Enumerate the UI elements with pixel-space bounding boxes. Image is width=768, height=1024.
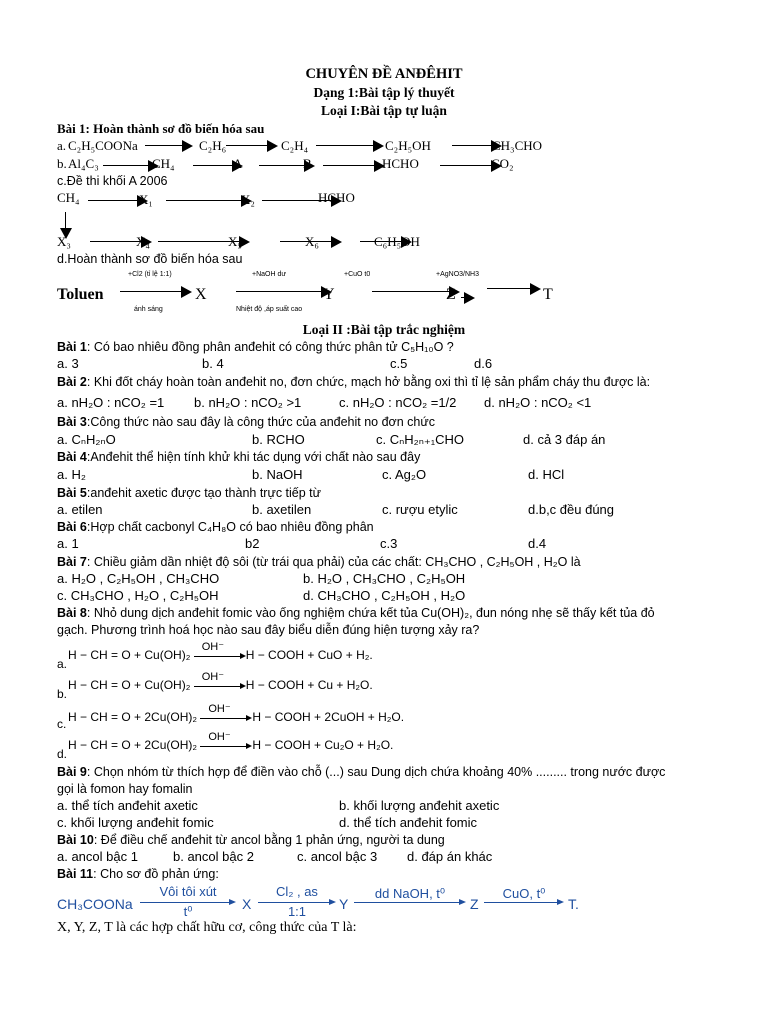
reaction-arrow <box>316 139 384 153</box>
question-text: : Cho sơ đồ phản ứng: <box>93 867 219 881</box>
condition-label: Cl₂ , as <box>276 884 318 899</box>
reaction-arrow <box>484 902 564 904</box>
question-text: : Để điều chế anđehit từ ancol bằng 1 phản ứng, người ta dung <box>93 833 445 847</box>
question-11 <box>57 866 219 882</box>
chem-species: X <box>195 286 207 303</box>
question-number: Bài 1 <box>57 340 87 354</box>
question-9-text-2: gọi là fomon hay fomalin <box>57 782 193 796</box>
question-text: : Có bao nhiêu đồng phân anđehit có công thức phân tử C₅H₁₀O ? <box>86 340 454 354</box>
equation-right: H − COOH + 2CuOH + H₂O. <box>252 710 405 724</box>
chem-species: C₆H₅OH <box>374 234 420 249</box>
chem-species: T. <box>568 896 579 912</box>
page-subtitle: Dạng 1:Bài tập lý thuyết <box>313 85 455 100</box>
chem-species: HCHO <box>382 156 419 171</box>
option-d: d.6 <box>474 356 493 371</box>
question-text: : Chọn nhóm từ thích hợp để điền vào chỗ (...) sau Dung dịch chứa khoảng 40% ......... trong nước được <box>86 765 666 779</box>
reaction-arrow <box>120 285 192 299</box>
question-8-text-2: gạch. Phương trình hoá học nào sau đây biểu diễn đúng hiện tượng xảy ra? <box>57 623 480 637</box>
equation-b <box>68 670 373 693</box>
option-c: c. CₙH₂ₙ₊₁CHO <box>376 432 465 447</box>
chem-species: X₃ <box>57 234 71 249</box>
question-number: Bài 11 <box>57 867 94 881</box>
option-c: c. CH₃CHO , H₂O , C₂H₅OH <box>57 588 219 603</box>
equation-c <box>68 702 405 725</box>
section-heading-1: Loại I:Bài tập tự luận <box>321 103 447 118</box>
bai1-b-label: b. <box>57 156 67 171</box>
question-7 <box>57 554 581 570</box>
option-c: c. rượu etylic <box>382 502 458 517</box>
option-c: c. Ag₂O <box>382 467 427 482</box>
condition-label: 1:1 <box>287 904 307 919</box>
chem-species: CH₄ <box>57 190 80 205</box>
condition-label: +NaOH dư <box>252 271 287 278</box>
option-a: a. thể tích anđehit axetic <box>57 798 198 813</box>
option-b: b. ancol bậc 2 <box>173 849 254 864</box>
question-text: : Chiều giảm dần nhiệt độ sôi (từ trái qua phải) của các chất: CH₃CHO , C₂H₅OH , H₂O là <box>86 555 581 569</box>
reaction-arrow <box>323 159 385 173</box>
option-b: b. khối lượng anđehit axetic <box>339 798 500 813</box>
page-title: CHUYÊN ĐỀ ANĐÊHIT <box>305 66 463 82</box>
condition-label: t⁰ <box>183 904 193 919</box>
condition-label: Nhiệt độ ,áp suất cao <box>236 306 303 313</box>
option-c: c. khối lượng anđehit fomic <box>57 815 214 830</box>
question-10 <box>57 832 445 848</box>
option-a: a. H₂O , C₂H₅OH , CH₃CHO <box>57 571 220 586</box>
question-text: :Anđehit thể hiện tính khử khi tác dụng với chất nào sau đây <box>86 450 421 464</box>
option-a: a. etilen <box>57 502 103 517</box>
option-c: c.3 <box>380 536 398 551</box>
equation-left: H − CH = O + Cu(OH)₂ <box>68 678 191 692</box>
condition-label: ánh sáng <box>134 306 163 313</box>
condition-label: +CuO t0 <box>344 271 371 278</box>
catalyst-label: OH⁻ <box>201 670 225 683</box>
option-d: d. HCl <box>528 467 565 482</box>
condition-label: CuO, t⁰ <box>502 886 546 901</box>
option-d: d.b,c đều đúng <box>528 502 615 517</box>
equation-right: H − COOH + Cu + H₂O. <box>245 678 373 692</box>
reaction-arrow <box>145 139 193 153</box>
catalyst-label: OH⁻ <box>201 640 225 653</box>
question-number: Bài 3 <box>57 415 87 429</box>
question-number: Bài 2 <box>57 375 87 389</box>
reaction-arrow <box>194 670 246 693</box>
equation-left: H − CH = O + Cu(OH)₂ <box>68 648 191 662</box>
catalyst-label: OH⁻ <box>208 730 231 743</box>
reaction-arrow <box>487 282 541 296</box>
chem-species: CH₄ <box>152 156 175 171</box>
equation-right: H − COOH + CuO + H₂. <box>245 648 373 662</box>
question-number: Bài 5 <box>57 486 87 500</box>
catalyst-label: OH⁻ <box>208 702 231 715</box>
option-b: b. nH₂O : nCO₂ >1 <box>194 395 302 410</box>
chem-species: X₁ <box>139 192 153 207</box>
chem-species: X₆ <box>305 234 319 249</box>
option-a: a. 3 <box>57 356 79 371</box>
option-c: c. ancol bậc 3 <box>297 849 378 864</box>
chem-species: X₅ <box>228 234 242 249</box>
reaction-arrow <box>200 730 252 753</box>
chem-species: T <box>543 286 553 303</box>
option-label: d. <box>57 747 68 761</box>
chem-species: C₂H₅OH <box>385 138 431 153</box>
question-number: Bài 8 <box>57 606 87 620</box>
bai1-c-line: c.Đề thi khối A 2006 <box>57 174 168 188</box>
option-a: a. nH₂O : nCO₂ =1 <box>57 395 165 410</box>
chem-species: Z <box>470 896 479 912</box>
reaction-arrow <box>354 902 466 904</box>
question-3 <box>57 414 435 430</box>
option-b: b. axetilen <box>252 502 312 517</box>
section-heading-2: Loại II :Bài tập trắc nghiệm <box>302 322 466 337</box>
chem-species: C₂H₄ <box>281 138 309 153</box>
option-d: d.4 <box>528 536 547 551</box>
chem-species: C₂H₅COONa <box>68 138 138 153</box>
option-c: c.5 <box>390 356 408 371</box>
reaction-arrow <box>236 285 332 299</box>
question-number: Bài 4 <box>57 450 87 464</box>
option-label: b. <box>57 687 68 701</box>
question-6 <box>57 519 374 535</box>
question-text: : Nhỏ dung dịch anđehit fomic vào ống nghiệm chứa kết tủa Cu(OH)₂, đun nóng nhẹ sẽ thấy kết tủa đỏ <box>86 606 655 620</box>
option-d: d. CH₃CHO , C₂H₅OH , H₂O <box>303 588 466 603</box>
option-b: b. RCHO <box>252 432 305 447</box>
option-d: d. đáp án khác <box>407 849 493 864</box>
chem-species: C₂H₆ <box>199 138 227 153</box>
chem-species: Y <box>339 896 349 912</box>
chem-species: Toluen <box>57 286 104 303</box>
option-a: a. CₙH₂ₙO <box>57 432 116 447</box>
condition-label: Vôi tôi xút <box>159 884 217 899</box>
question-11-tail: X, Y, Z, T là các hợp chất hữu cơ, công thức của T là: <box>57 920 357 935</box>
condition-label: +AgNO3/NH3 <box>436 271 479 278</box>
reaction-arrow <box>200 702 252 725</box>
option-b: b. 4 <box>202 356 224 371</box>
question-8 <box>57 605 655 621</box>
option-b: b. H₂O , CH₃CHO , C₂H₅OH <box>303 571 466 586</box>
question-number: Bài 9 <box>57 765 87 779</box>
equation-left: H − CH = O + 2Cu(OH)₂ <box>68 738 198 752</box>
chem-species: HCHO <box>318 190 355 205</box>
reaction-arrow <box>461 291 475 305</box>
option-c: c. nH₂O : nCO₂ =1/2 <box>339 395 457 410</box>
equation-right: H − COOH + Cu₂O + H₂O. <box>252 738 394 752</box>
chem-species: CH₃CHO <box>492 138 543 153</box>
option-d: d. nH₂O : nCO₂ <1 <box>484 395 592 410</box>
option-label: c. <box>57 717 67 731</box>
question-number: Bài 6 <box>57 520 87 534</box>
question-number: Bài 7 <box>57 555 87 569</box>
question-9 <box>57 764 665 780</box>
question-2 <box>57 374 650 390</box>
option-a: a. ancol bậc 1 <box>57 849 138 864</box>
chem-species: CH₃COONa <box>57 896 133 912</box>
reaction-arrow <box>194 640 246 663</box>
equation-left: H − CH = O + 2Cu(OH)₂ <box>68 710 198 724</box>
condition-label: +Cl2 (tỉ lệ 1:1) <box>128 271 172 278</box>
chem-species: X₄ <box>136 234 150 249</box>
reaction-arrow <box>166 194 252 208</box>
question-4 <box>57 449 420 465</box>
question-text: :Công thức nào sau đây là công thức của anđehit no đơn chức <box>86 415 435 429</box>
chem-species: A <box>233 156 243 171</box>
question-text: :Hợp chất cacbonyl C₄H₈O có bao nhiêu đồng phân <box>86 520 374 534</box>
chem-species: X₂ <box>241 192 255 207</box>
question-number: Bài 10 <box>57 833 94 847</box>
question-text: : Khi đốt cháy hoàn toàn anđehit no, đơn chức, mạch hở bằng oxi thì tỉ lệ sản phẩm cháy thu được là: <box>86 375 651 389</box>
question-5 <box>57 485 321 501</box>
option-d: d. thể tích anđehit fomic <box>339 815 478 830</box>
bai1-d-line: d.Hoàn thành sơ đồ biến hóa sau <box>57 252 243 266</box>
option-a: a. H₂ <box>57 467 86 482</box>
equation-a <box>68 640 373 663</box>
option-label: a. <box>57 657 68 671</box>
question-text: :anđehit axetic được tạo thành trực tiếp từ <box>86 486 322 500</box>
bai1-a-label: a. <box>57 138 67 153</box>
question-1 <box>57 339 454 355</box>
condition-label: dd NaOH, t⁰ <box>374 886 446 901</box>
reaction-arrow <box>226 139 278 153</box>
chem-species: CO₂ <box>491 156 514 171</box>
option-b: b. NaOH <box>252 467 303 482</box>
chem-species: X <box>242 896 252 912</box>
bai1-heading: Bài 1: Hoàn thành sơ đồ biến hóa sau <box>57 121 265 136</box>
equation-d <box>68 730 394 753</box>
option-a: a. 1 <box>57 536 79 551</box>
chem-species: Y <box>323 286 335 303</box>
option-d: d. cả 3 đáp án <box>523 432 606 447</box>
chem-species: Z <box>446 286 456 303</box>
chem-species: Al₄C₃ <box>68 156 99 171</box>
chem-species: B <box>303 156 312 171</box>
reaction-arrow <box>103 159 159 173</box>
option-b: b2 <box>245 536 260 551</box>
